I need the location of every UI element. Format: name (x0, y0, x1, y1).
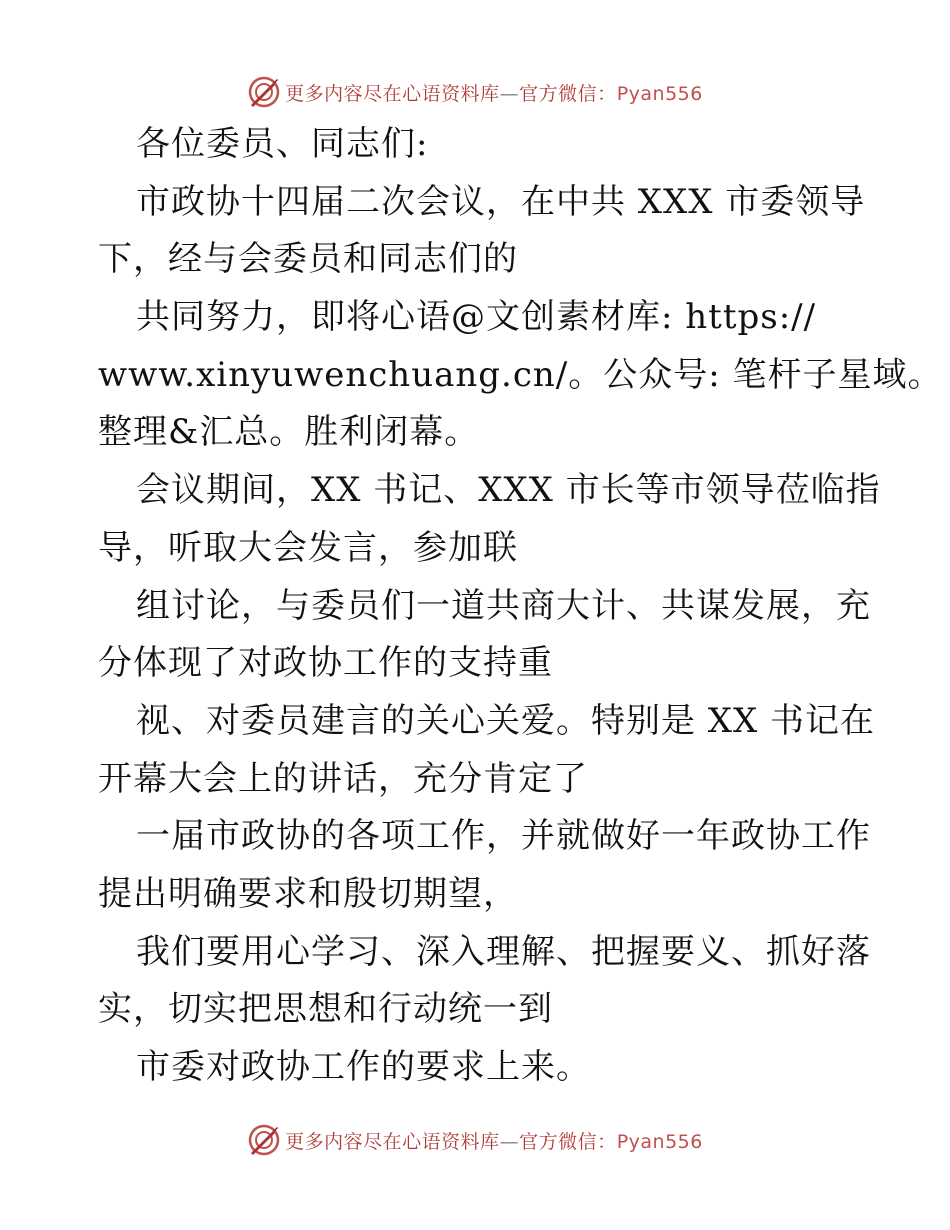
footer-watermark-banner (0, 1118, 950, 1162)
header-banner-text (285, 79, 703, 106)
salutation-line: 各位委员、同志们: (136, 124, 429, 164)
paragraph-line: 开幕大会上的讲话，充分肯定了 (98, 758, 588, 799)
paragraph-line: 市委对政协工作的要求上来。 (136, 1047, 591, 1087)
footer-brand-text: 更多内容尽在心语资料库 (285, 1130, 500, 1153)
header-dash: — (499, 82, 520, 105)
document-body (98, 116, 943, 1097)
paragraph-line: 导，听取大会发言，参加联 (98, 527, 518, 568)
footer-banner-text (285, 1127, 703, 1154)
paragraph-line: 下，经与会委员和同志们的 (98, 239, 518, 280)
paragraph-line: 实，切实把思想和行动统一到 (98, 989, 553, 1030)
paragraph-line: 我们要用心学习、深入理解、把握要义、抓好落 (136, 931, 871, 972)
pen-logo-icon (247, 1123, 281, 1157)
header-wechat-id: Pyan556 (616, 82, 703, 105)
header-brand-text: 更多内容尽在心语资料库 (285, 82, 500, 105)
footer-official-text: 官方微信： (519, 1130, 617, 1153)
paragraph-line: 一届市政协的各项工作，并就做好一年政协工作 (136, 816, 871, 857)
paragraph-line: 分体现了对政协工作的支持重 (98, 643, 553, 684)
header-watermark-banner (0, 70, 950, 114)
pen-logo-icon (247, 75, 281, 109)
paragraph-line: 提出明确要求和殷切期望， (98, 873, 518, 914)
header-official-text: 官方微信： (519, 82, 617, 105)
paragraph-line: 市政协十四届二次会议，在中共 XXX 市委领导 (136, 181, 866, 222)
footer-wechat-id: Pyan556 (616, 1130, 703, 1153)
paragraph-line: 会议期间，XX 书记、XXX 市长等市领导莅临指 (136, 470, 881, 511)
footer-dash: — (499, 1130, 520, 1153)
paragraph-line: 整理&汇总。胜利闭幕。 (98, 412, 480, 453)
paragraph-line: 共同努力，即将心语@文创素材库: https:// (136, 297, 817, 338)
paragraph-line: 组讨论，与委员们一道共商大计、共谋发展，充 (136, 585, 871, 626)
paragraph-line: 视、对委员建言的关心关爱。特别是 XX 书记在 (136, 700, 876, 741)
paragraph-line: www.xinyuwenchuang.cn/。公众号: 笔杆子星域。 (98, 354, 943, 395)
